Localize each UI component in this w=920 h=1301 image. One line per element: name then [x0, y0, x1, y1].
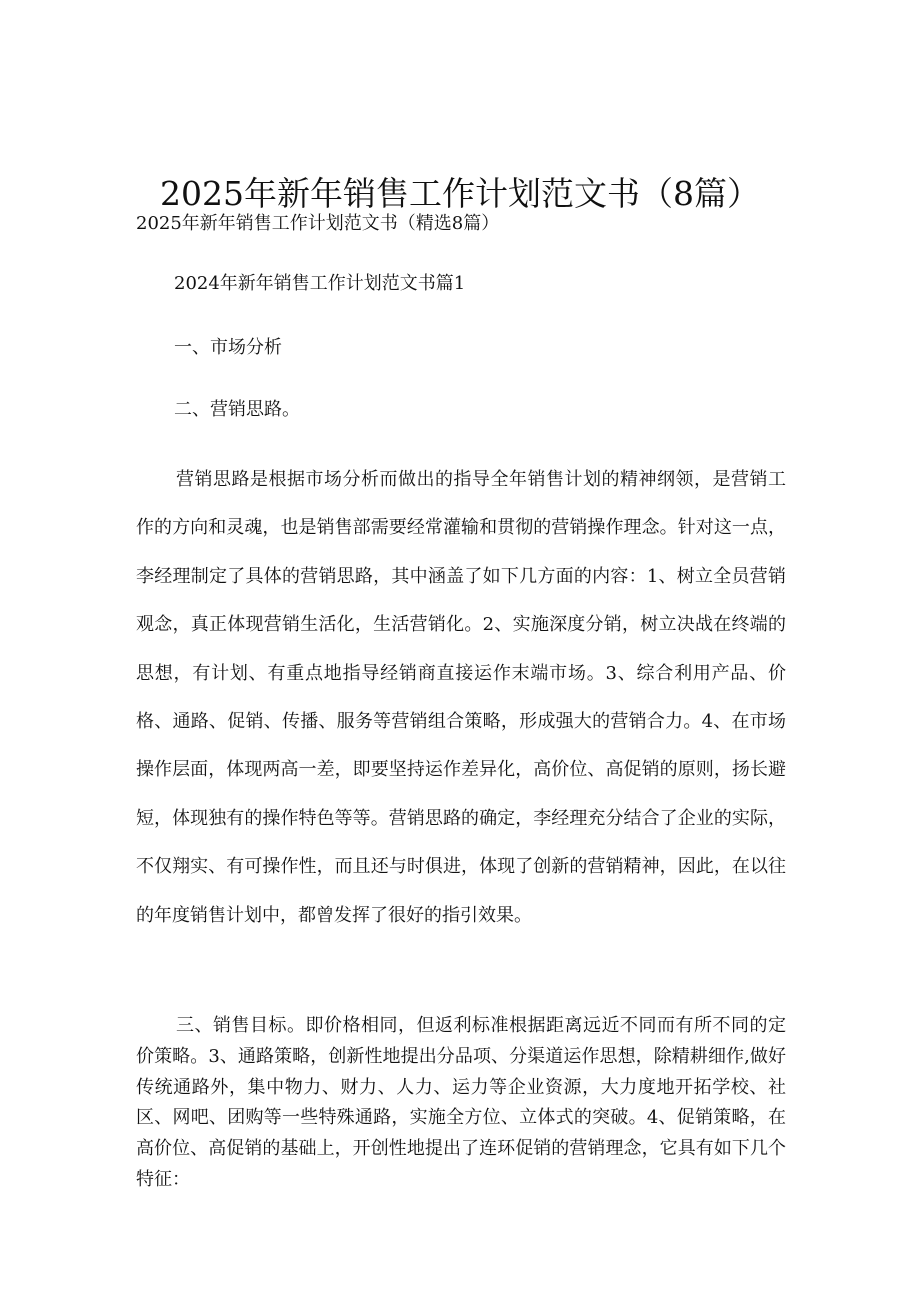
section-heading-marketing-approach: 二、营销思路。	[174, 399, 300, 420]
document-title: 2025年新年销售工作计划范文书（8篇）	[160, 174, 760, 214]
document-subtitle: 2025年新年销售工作计划范文书（精选8篇）	[136, 213, 500, 234]
marketing-approach-paragraph: 营销思路是根据市场分析而做出的指导全年销售计划的精神纲领，是营销工作的方向和灵魂，也是销售部需要经常灌输和贯彻的营销操作理念。针对这一点，李经理制定了具体的营销思路，其中涵盖了如下几方面的内容：1、树立全员营销观念，真正体现营销生活化，生活营销化。2、实施深度分销，树立决战在终端的思想，有计划、有重点地指导经销商直接运作末端市场。3、综合利用产品、价格、通路、促销、传播、服务等营销组合策略，形成强大的营销合力。4、在市场操作层面，体现两高一差，即要坚持运作差异化，高价位、高促销的原则，扬长避短，体现独有的操作特色等等。营销思路的确定，李经理充分结合了企业的实际，不仅翔实、有可操作性，而且还与时俱进，体现了创新的营销精神，因此，在以往的年度销售计划中，都曾发挥了很好的指引效果。	[136, 469, 786, 926]
article-heading: 2024年新年销售工作计划范文书篇1	[174, 273, 466, 294]
section-heading-market-analysis: 一、市场分析	[174, 337, 282, 358]
sales-target-paragraph: 三、销售目标。即价格相同，但返利标准根据距离远近不同而有所不同的定价策略。3、通路策略，创新性地提出分品项、分渠道运作思想，除精耕细作,做好传统通路外，集中物力、财力、人力、运力等企业资源，大力度地开拓学校、社区、网吧、团购等一些特殊通路，实施全方位、立体式的突破。4、促销策略，在高价位、高促销的基础上，开创性地提出了连环促销的营销理念，它具有如下几个特征：	[136, 1015, 786, 1190]
